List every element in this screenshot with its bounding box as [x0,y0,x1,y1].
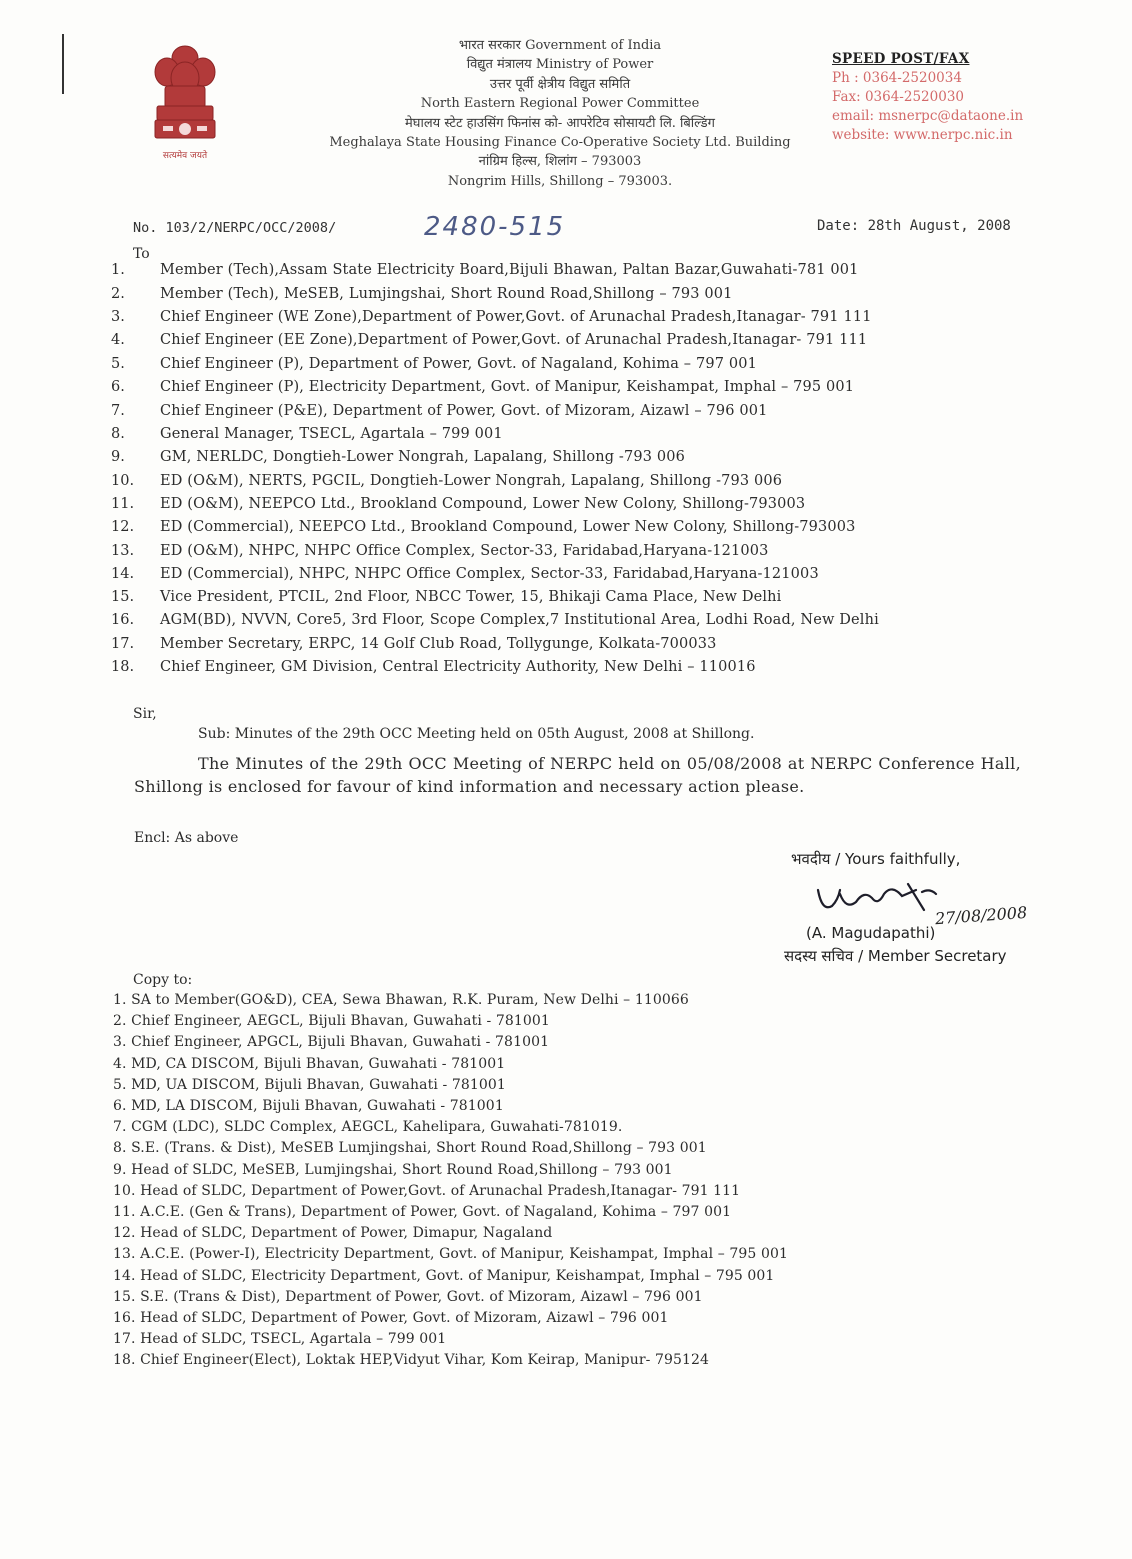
addressee-row [0,353,1132,376]
copy-to-item: 17. Head of SLDC, TSECL, Agartala – 799 001 [113,1331,447,1348]
letterhead-line: Nongrim Hills, Shillong – 793003. [447,173,673,189]
addressee-text: Member (Tech),Assam State Electricity Board,Bijuli Bhawan, Paltan Bazar,Guwahati-781 001 [160,262,859,278]
letterhead [300,36,820,191]
addressee-text: AGM(BD), NVVN, Core5, 3rd Floor, Scope Complex,7 Institutional Area, Lodhi Road, New Delhi [160,612,879,628]
copy-to-item: 14. Head of SLDC, Electricity Department, Govt. of Manipur, Keishampat, Imphal – 795 001 [113,1267,775,1284]
signature-date: 27/08/2008 [934,902,1028,929]
addressee-text: Chief Engineer (WE Zone),Department of Power,Govt. of Arunachal Pradesh,Itanagar- 791 111 [160,309,872,325]
signatory-name: (A. Magudapathi) [806,924,936,942]
addressee-row [0,283,1132,306]
reference-number: No. 103/2/NERPC/OCC/2008/ [133,220,337,236]
addressee-text: Chief Engineer (P), Electricity Department, Govt. of Manipur, Keishampat, Imphal – 795 001 [160,379,855,395]
addressee-number: 16. [111,612,135,628]
addressee-text: ED (Commercial), NHPC, NHPC Office Complex, Sector-33, Faridabad,Haryana-121003 [160,566,819,582]
letterhead-line: उत्तर पूर्वी क्षेत्रीय विद्युत समिति [489,76,631,92]
addressee-text: ED (Commercial), NEEPCO Ltd., Brookland Compound, Lower New Colony, Shillong-793003 [160,519,856,535]
margin-mark [62,34,64,94]
addressee-row [0,633,1132,656]
addressee-number: 7. [111,403,125,419]
addressee-row [0,586,1132,609]
copy-to-item: 7. CGM (LDC), SLDC Complex, AEGCL, Kahelipara, Guwahati-781019. [113,1119,623,1136]
addressee-row [0,563,1132,586]
addressee-number: 1. [111,262,125,278]
addressee-number: 2. [111,286,125,302]
addressee-text: Vice President, PTCIL, 2nd Floor, NBCC Tower, 15, Bhikaji Cama Place, New Delhi [160,589,782,605]
addressee-row [0,329,1132,352]
addressee-number: 11. [111,496,135,512]
addressee-number: 12. [111,519,135,535]
addressee-number: 15. [111,589,135,605]
addressee-row [0,470,1132,493]
copy-to-item: 6. MD, LA DISCOM, Bijuli Bhavan, Guwahati - 781001 [113,1098,504,1114]
addressee-number: 5. [111,356,125,372]
copy-to-item: 4. MD, CA DISCOM, Bijuli Bhavan, Guwahati - 781001 [113,1055,506,1072]
letterhead-line: North Eastern Regional Power Committee [420,96,700,112]
copy-to-label: Copy to: [133,972,193,988]
addressee-row [0,306,1132,329]
copy-to-item: 1. SA to Member(GO&D), CEA, Sewa Bhawan, R.K. Puram, New Delhi – 110066 [113,992,689,1008]
contact-block [832,50,1023,145]
addressee-number: 14. [111,566,135,582]
addressee-text: ED (O&M), NHPC, NHPC Office Complex, Sector-33, Faridabad,Haryana-121003 [160,543,769,559]
handwritten-dispatch-number: 2480-515 [424,212,566,242]
emblem-motto: सत्यमेव जयते [162,151,208,161]
fax-number: Fax: 0364-2520030 [832,89,964,105]
national-emblem-icon [145,42,225,164]
addressee-number: 4. [111,332,125,348]
addressee-text: General Manager, TSECL, Agartala – 799 001 [160,426,503,442]
copy-to-item: 10. Head of SLDC, Department of Power,Govt. of Arunachal Pradesh,Itanagar- 791 111 [113,1182,741,1199]
addressee-text: ED (O&M), NEEPCO Ltd., Brookland Compound, Lower New Colony, Shillong-793003 [160,496,806,512]
enclosure-note: Encl: As above [134,830,239,846]
addressee-row [0,423,1132,446]
copy-to-item: 3. Chief Engineer, APGCL, Bijuli Bhavan, Guwahati - 781001 [113,1034,550,1051]
copy-to-item: 16. Head of SLDC, Department of Power, Govt. of Mizoram, Aizawl – 796 001 [113,1310,669,1326]
closing-yours: भवदीय / Yours faithfully, [791,850,961,868]
addressee-number: 17. [111,636,135,652]
copy-to-item: 11. A.C.E. (Gen & Trans), Department of Power, Govt. of Nagaland, Kohima – 797 001 [113,1204,732,1220]
addressee-row [0,656,1132,679]
addressee-text: Member (Tech), MeSEB, Lumjingshai, Short Round Road,Shillong – 793 001 [160,286,733,302]
addressee-row [0,400,1132,423]
addressee-number: 3. [111,309,125,325]
copy-to-item: 18. Chief Engineer(Elect), Loktak HEP,Vidyut Vihar, Kom Keirap, Manipur- 795124 [113,1352,710,1369]
addressee-number: 6. [111,379,125,395]
addressee-text: GM, NERLDC, Dongtieh-Lower Nongrah, Lapalang, Shillong -793 006 [160,449,685,465]
addressee-text: Chief Engineer (EE Zone),Department of Power,Govt. of Arunachal Pradesh,Itanagar- 791 111 [160,332,868,348]
website-link[interactable]: website: www.nerpc.nic.in [832,127,1013,143]
addressee-text: Chief Engineer (P), Department of Power, Govt. of Nagaland, Kohima – 797 001 [160,356,757,372]
letterhead-line: Meghalaya State Housing Finance Co-Operative Society Ltd. Building [329,135,791,151]
email-link[interactable]: email: msnerpc@dataone.in [832,108,1024,124]
addressee-row [0,609,1132,632]
copy-to-item: 2. Chief Engineer, AEGCL, Bijuli Bhavan, Guwahati - 781001 [113,1013,550,1030]
salutation: Sir, [133,706,157,722]
letterhead-line: विद्युत मंत्रालय Ministry of Power [466,57,654,73]
body-paragraph: The Minutes of the 29th OCC Meeting of NERPC held on 05/08/2008 at NERPC Conference Hall, Shillong is enclosed for favour of kind information and necessary action please. [134,754,1021,796]
addressee-number: 10. [111,473,135,489]
signatory-designation: सदस्य सचिव / Member Secretary [784,947,1007,965]
copy-to-item: 9. Head of SLDC, MeSEB, Lumjingshai, Short Round Road,Shillong – 793 001 [113,1161,673,1178]
copy-to-item: 13. A.C.E. (Power-I), Electricity Department, Govt. of Manipur, Keishampat, Imphal – 795 001 [113,1246,788,1263]
speed-post-title: SPEED POST/FAX [832,51,970,67]
addressee-row [0,259,1132,282]
copy-to-item: 15. S.E. (Trans & Dist), Department of Power, Govt. of Mizoram, Aizawl – 796 001 [113,1288,703,1305]
to-label: To [133,246,150,262]
addressee-row [0,516,1132,539]
letterhead-line: मेघालय स्टेट हाउसिंग फिनांस को- आपरेटिव सोसायटी लि. बिल्डिंग [405,115,715,131]
addressee-text: Member Secretary, ERPC, 14 Golf Club Road, Tollygunge, Kolkata-700033 [160,636,717,652]
addressee-number: 9. [111,449,125,465]
letter-date: Date: 28th August, 2008 [817,218,1011,234]
addressee-row [0,446,1132,469]
addressee-row [0,540,1132,563]
copy-to-item: 12. Head of SLDC, Department of Power, Dimapur, Nagaland [113,1225,553,1242]
addressee-text: Chief Engineer (P&E), Department of Power, Govt. of Mizoram, Aizawl – 796 001 [160,403,768,419]
addressee-number: 18. [111,659,135,675]
addressee-row [0,376,1132,399]
subject-line: Sub: Minutes of the 29th OCC Meeting held on 05th August, 2008 at Shillong. [198,726,755,742]
letterhead-line: भारत सरकार Government of India [458,38,662,53]
addressee-row [0,493,1132,516]
addressee-text: ED (O&M), NERTS, PGCIL, Dongtieh-Lower Nongrah, Lapalang, Shillong -793 006 [160,473,783,489]
copy-to-item: 8. S.E. (Trans. & Dist), MeSEB Lumjingshai, Short Round Road,Shillong – 793 001 [113,1140,707,1157]
letterhead-line: नांग्रिम हिल्स, शिलांग – 793003 [478,154,642,170]
addressee-number: 8. [111,426,125,442]
addressee-number: 13. [111,543,135,559]
copy-to-item: 5. MD, UA DISCOM, Bijuli Bhavan, Guwahati - 781001 [113,1076,506,1093]
phone-number: Ph : 0364-2520034 [832,70,962,86]
addressee-text: Chief Engineer, GM Division, Central Electricity Authority, New Delhi – 110016 [160,659,756,675]
